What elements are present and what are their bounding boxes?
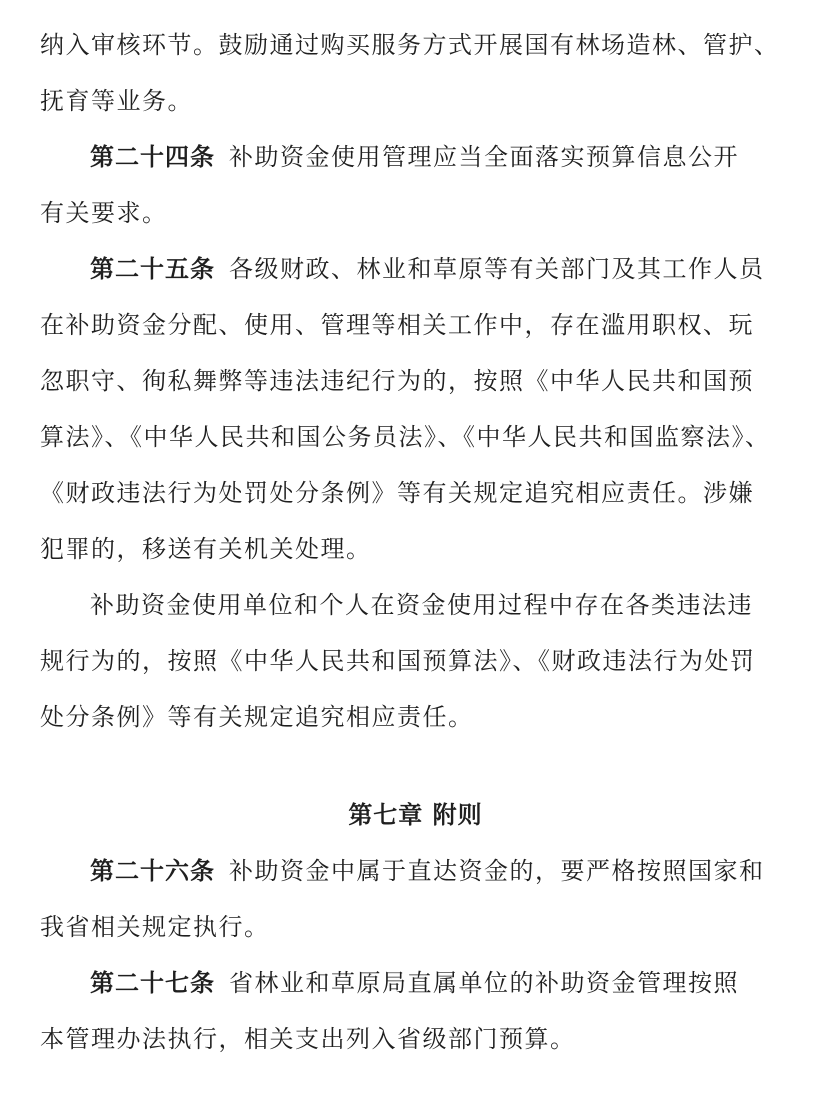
text-line: 算法》、《中华人民共和国公务员法》、《中华人民共和国监察法》、 (40, 423, 771, 451)
text-line (90, 128, 831, 186)
text-line: 本管理办法执行，相关支出列入省级部门预算。 (40, 1025, 576, 1053)
article-number: 第二十七条 (90, 969, 215, 997)
article-text: 补助资金使用管理应当全面落实预算信息公开 (229, 143, 739, 171)
text-line: 规行为的，按照《中华人民共和国预算法》、《财政违法行为处罚 (40, 647, 756, 675)
text-line: 纳入审核环节。鼓励通过购买服务方式开展国有林场造林、管护、 (40, 31, 780, 59)
text-line: 在补助资金分配、使用、管理等相关工作中，存在滥用职权、玩 (40, 311, 754, 339)
text-line: 补助资金使用单位和个人在资金使用过程中存在各类违法违 (90, 591, 753, 619)
article-text: 省林业和草原局直属单位的补助资金管理按照 (229, 969, 739, 997)
text-line (90, 842, 831, 900)
article-text: 补助资金中属于直达资金的，要严格按照国家和 (229, 857, 765, 885)
text-line: 我省相关规定执行。 (40, 913, 270, 941)
text-line: 处分条例》等有关规定追究相应责任。 (40, 703, 474, 731)
text-line: 犯罪的，移送有关机关处理。 (40, 535, 372, 563)
text-line: 抚育等业务。 (40, 87, 193, 115)
article-text: 各级财政、林业和草原等有关部门及其工作人员 (229, 255, 765, 283)
article-number: 第二十四条 (90, 143, 215, 171)
article-number: 第二十六条 (90, 857, 215, 885)
text-line (90, 954, 831, 1012)
chapter-title: 第七章 附则 (348, 801, 483, 829)
text-line: 《财政违法行为处罚处分条例》等有关规定追究相应责任。涉嫌 (40, 479, 754, 507)
text-line (90, 240, 831, 298)
text-line: 忽职守、徇私舞弊等违法违纪行为的，按照《中华人民共和国预 (40, 367, 754, 395)
text-line: 有关要求。 (40, 199, 168, 227)
article-number: 第二十五条 (90, 255, 215, 283)
